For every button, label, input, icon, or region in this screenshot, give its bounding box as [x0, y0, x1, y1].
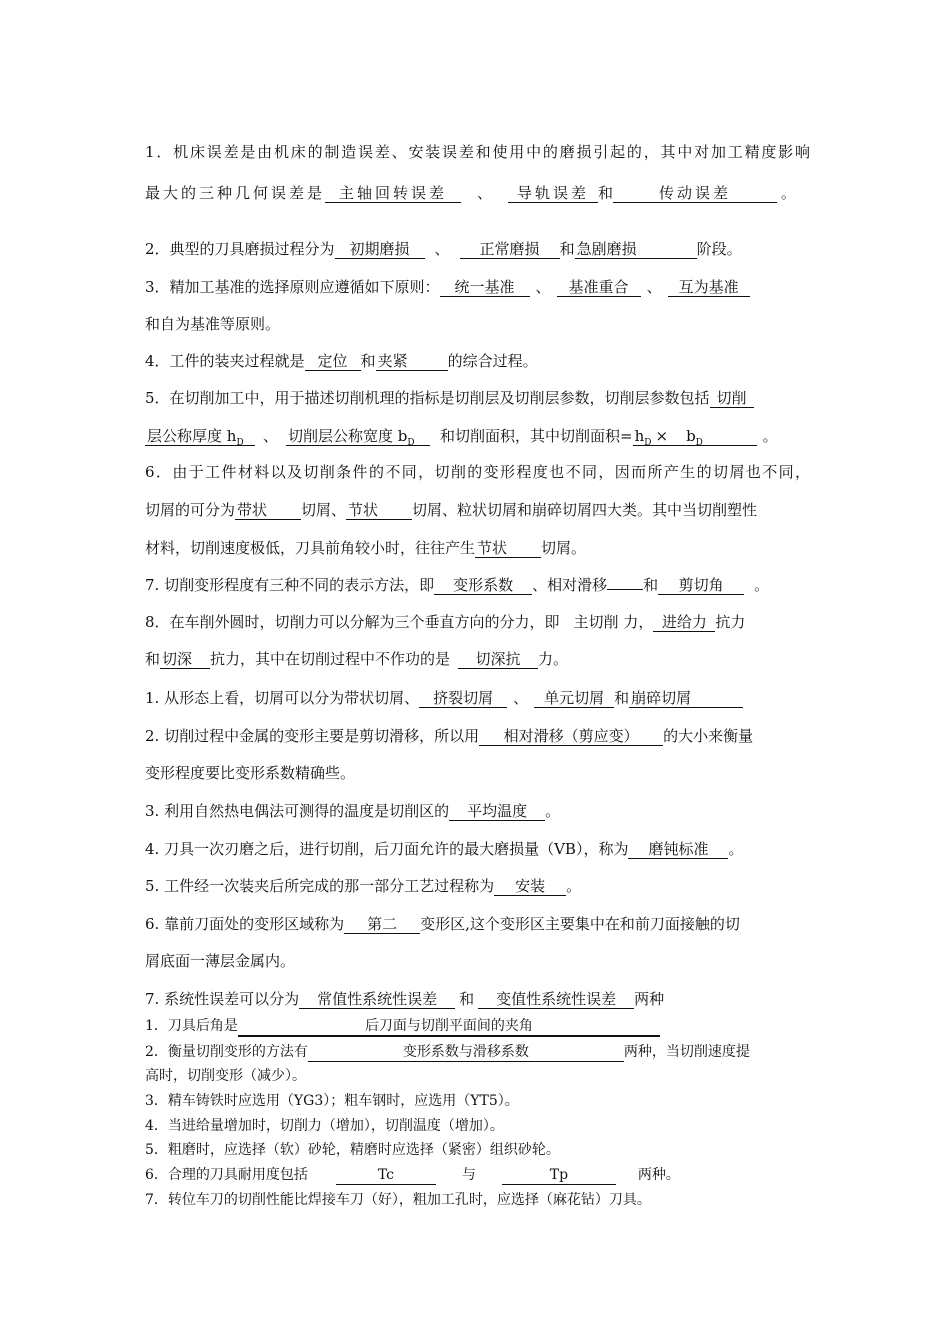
blank: 主轴回转误差 — [325, 184, 461, 203]
s1-q2: 2．典型的刀具磨损过程分为 初期磨损 、 正常磨损 和 急剧磨损 阶段。 — [145, 240, 742, 258]
blank: 进给力 — [653, 613, 715, 632]
blank: 切深 — [160, 650, 210, 669]
blank: 初期磨损 — [335, 240, 425, 259]
blank: 常值性系统性误差 — [299, 990, 455, 1009]
blank: 传动误差 — [613, 184, 777, 203]
s3-q6: 6．合理的刀具耐用度包括 Tc 与 Tp 两种。 — [145, 1167, 680, 1183]
s2-q2-line2: 变形程度要比变形系数精确些。 — [145, 764, 356, 782]
s1-q3: 3．精加工基准的选择原则应遵循如下原则： 统一基准 、 基准重合 、 互为基准 — [145, 277, 810, 297]
s1-q6-line1: 6．由于工件材料以及切削条件的不同，切削的变形程度也不同，因而所产生的切屑也不同， — [145, 463, 810, 481]
s3-q2-line2: 高时，切削变形（减少）。 — [145, 1068, 306, 1084]
blank: 后刀面与切削平面间的夹角 — [238, 1017, 660, 1037]
blank: Tc — [336, 1166, 436, 1185]
s1-q7: 7. 切削变形程度有三种不同的表示方法，即 变形系数 、相对滑移 和 剪切角 。 — [145, 576, 770, 594]
blank: 互为基准 — [668, 278, 750, 297]
blank: 节状 — [475, 539, 541, 558]
blank: 变形系数 — [434, 576, 532, 595]
s3-q2: 2．衡量切削变形的方法有 变形系数与滑移系数 两种，当切削速度提 — [145, 1044, 750, 1060]
s2-q2: 2. 切削过程中金属的变形主要是剪切滑移，所以用 相对滑移（剪应变） 的大小来衡量 — [145, 727, 754, 745]
blank — [607, 589, 643, 590]
s3-q1: 1．刀具后角是 后刀面与切削平面间的夹角 — [145, 1016, 810, 1037]
blank: 统一基准 — [440, 278, 530, 297]
s1-q6-line3: 材料，切削速度极低，刀具前角较小时，往往产生 节状 切屑。 — [145, 539, 587, 557]
s3-q4: 4．当进给量增加时，切削力（增加），切削温度（增加）。 — [145, 1118, 504, 1134]
blank: 急剧磨损 — [575, 240, 697, 259]
s1-q4: 4．工件的装夹过程就是 定位 和 夹紧 的综合过程。 — [145, 352, 538, 370]
blank: Tp — [502, 1166, 616, 1185]
blank: 挤裂切屑 — [419, 689, 507, 708]
s3-q3: 3．精车铸铁时应选用（YG3）；粗车钢时，应选用（YT5）。 — [145, 1093, 519, 1109]
blank: 磨钝标准 — [628, 840, 728, 859]
s2-q6-line2: 屑底面一薄层金属内。 — [145, 952, 296, 970]
s1-q3-line2: 和自为基准等原则。 — [145, 315, 281, 333]
blank: 平均温度 — [449, 802, 545, 821]
blank: 定位 — [305, 352, 361, 371]
blank: 带状 — [235, 501, 301, 520]
blank: 夹紧 — [376, 352, 448, 371]
s2-q3: 3. 利用自然热电偶法可测得的温度是切削区的 平均温度 。 — [145, 802, 561, 820]
blank: 变形系数与滑移系数 — [308, 1043, 624, 1062]
blank: 剪切角 — [658, 576, 744, 595]
blank: 第二 — [344, 915, 420, 934]
s1-q1-line2: 最大的三种几何误差是 主轴回转误差 、 导轨误差 和 传动误差 。 — [145, 184, 797, 202]
blank: $h_D \times b_D$ — [633, 427, 757, 446]
blank: 层公称厚度 $h_D$ — [145, 427, 255, 446]
s1-q5-line1: 5．在切削加工中，用于描述切削机理的指标是切削层及切削层参数，切削层参数包括 切削 — [145, 388, 810, 408]
blank: 基准重合 — [557, 278, 641, 297]
s2-q4: 4. 刀具一次刃磨之后，进行切削，后刀面允许的最大磨损量（VB），称为 磨钝标准 。 — [145, 840, 744, 858]
s1-q6-line2: 切屑的可分为 带状 切屑、 节状 切屑、粒状切屑和崩碎切屑四大类。其中当切削塑性 — [145, 501, 758, 519]
s1-q5-line2: 层公称厚度 $h_D$ 、 切削层公称宽度 $b_D$ 和切削面积，其中切削面积= $h_D \times b_D$ 。 — [147, 427, 778, 448]
blank: 切削 — [710, 389, 754, 408]
blank: 导轨误差 — [508, 184, 598, 203]
blank: 相对滑移（剪应变） — [479, 727, 663, 746]
s2-q5: 5. 工件经一次装夹后所完成的那一部分工艺过程称为 安装 。 — [145, 877, 582, 895]
s3-q7: 7．转位车刀的切削性能比焊接车刀（好），粗加工孔时，应选择（麻花钻）刀具。 — [145, 1192, 651, 1208]
blank: 节状 — [346, 501, 412, 520]
blank: 安装 — [494, 877, 566, 896]
s1-q1-line1: 1．机床误差是由机床的制造误差、安装误差和使用中的磨损引起的，其中对加工精度影响 — [145, 143, 810, 161]
blank: 崩碎切屑 — [629, 689, 743, 708]
s1-q8-line1: 8．在车削外圆时，切削力可以分解为三个垂直方向的分力，即 主切削 力， 进给力 抗力 — [145, 613, 746, 631]
s2-q7: 7. 系统性误差可以分为 常值性系统性误差 和 变值性系统性误差 两种 — [145, 990, 665, 1008]
blank: 切削层公称宽度 $b_D$ — [286, 427, 430, 446]
blank: 单元切屑 — [534, 689, 614, 708]
blank: 变值性系统性误差 — [478, 990, 634, 1009]
blank: 正常磨损 — [460, 240, 560, 259]
s2-q6: 6. 靠前刀面处的变形区域称为 第二 变形区,这个变形区主要集中在和前刀面接触的切 — [145, 915, 740, 933]
s2-q1: 1. 从形态上看，切屑可以分为带状切屑、 挤裂切屑 、 单元切屑 和 崩碎切屑 — [145, 688, 810, 708]
s3-q5: 5．粗磨时，应选择（软）砂轮，精磨时应选择（紧密）组织砂轮。 — [145, 1142, 560, 1158]
s1-q8-line2: 和 切深 抗力，其中在切削过程中不作功的是 切深抗 力。 — [145, 650, 569, 668]
blank: 切深抗 — [458, 650, 538, 669]
